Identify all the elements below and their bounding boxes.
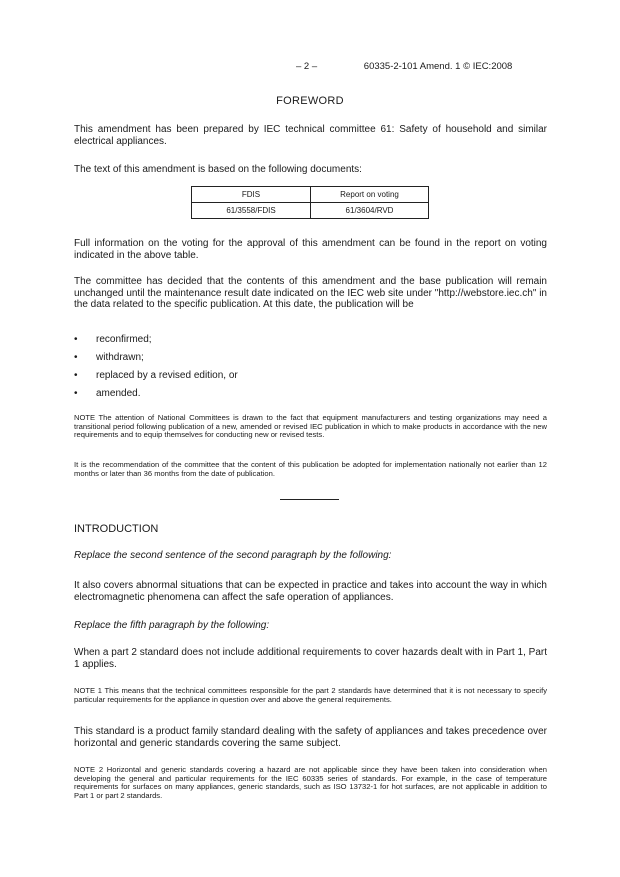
list-item (74, 334, 238, 352)
list-item-text: replaced by a revised edition, or (96, 370, 238, 381)
foreword-paragraph-2: The text of this amendment is based on the following documents: (74, 164, 362, 175)
foreword-paragraph-1: This amendment has been prepared by IEC technical committee 61: Safety of household and similar electrical appliances. (74, 124, 547, 147)
page-number: – 2 – (296, 61, 318, 72)
table-header-row (192, 187, 429, 203)
list-item (74, 388, 238, 406)
introduction-paragraph-3: This standard is a product family standard dealing with the safety of appliances and takes precedence over horizontal and generic standards covering the same subject. (74, 726, 547, 749)
introduction-note-2: NOTE 2 Horizontal and generic standards covering a hazard are not applicable since they have been taken into consideration when developing the general and particular requirements for the IEC 60335 series of standards. For example, in the case of temperature requirements for surfaces on many appliances, generic standards, such as ISO 13732-1 for hot surfaces, are not applicable in addition to Part 1 or part 2 standards. (74, 765, 547, 800)
page-header (296, 61, 512, 72)
table-header-fdis: FDIS (192, 187, 311, 203)
bullet-icon: • (74, 370, 78, 381)
foreword-title: FOREWORD (276, 95, 344, 107)
introduction-instruction-2: Replace the fifth paragraph by the following: (74, 620, 270, 631)
publication-options-list (74, 334, 238, 406)
introduction-title: INTRODUCTION (74, 523, 159, 535)
introduction-paragraph-1: It also covers abnormal situations that can be expected in practice and takes into account the way in which electromagnetic phenomena can affect the safe operation of appliances. (74, 580, 547, 603)
table-cell-fdis: 61/3558/FDIS (192, 203, 311, 219)
introduction-note-1: NOTE 1 This means that the technical committees responsible for the part 2 standards have determined that it is not necessary to specify particular requirements for the appliance in question over and above the general requirements. (74, 686, 547, 704)
bullet-icon: • (74, 352, 78, 363)
list-item (74, 370, 238, 388)
section-divider (280, 499, 339, 500)
list-item-text: reconfirmed; (96, 334, 152, 345)
list-item-text: amended. (96, 388, 141, 399)
bullet-icon: • (74, 334, 78, 345)
document-reference: 60335-2-101 Amend. 1 © IEC:2008 (363, 61, 513, 72)
introduction-paragraph-2: When a part 2 standard does not include additional requirements to cover hazards dealt with in Part 1, Part 1 applies. (74, 647, 547, 670)
table-cell-rvd: 61/3604/RVD (311, 203, 429, 219)
voting-documents-table (191, 186, 429, 219)
foreword-note: NOTE The attention of National Committees is drawn to the fact that equipment manufacturers and testing organizations may need a transitional period following publication of a new, amended or revised IEC publication in which to make products in accordance with the new requirements and to equip themselves for conducting new or revised tests. (74, 413, 547, 440)
table-row (192, 203, 429, 219)
foreword-paragraph-4: The committee has decided that the contents of this amendment and the base publication will remain unchanged until the maintenance result date indicated on the IEC web site under "http://webstore.iec.ch" in the data related to the specific publication. At this date, the publication will be (74, 276, 547, 310)
list-item-text: withdrawn; (96, 352, 144, 363)
foreword-paragraph-3: Full information on the voting for the approval of this amendment can be found in the report on voting indicated in the above table. (74, 238, 547, 261)
list-item (74, 352, 238, 370)
bullet-icon: • (74, 388, 78, 399)
table-header-report: Report on voting (311, 187, 429, 203)
introduction-instruction-1: Replace the second sentence of the second paragraph by the following: (74, 550, 392, 561)
foreword-recommendation: It is the recommendation of the committee that the content of this publication be adopted for implementation nationally not earlier than 12 months or later than 36 months from the date of publication. (74, 460, 547, 478)
